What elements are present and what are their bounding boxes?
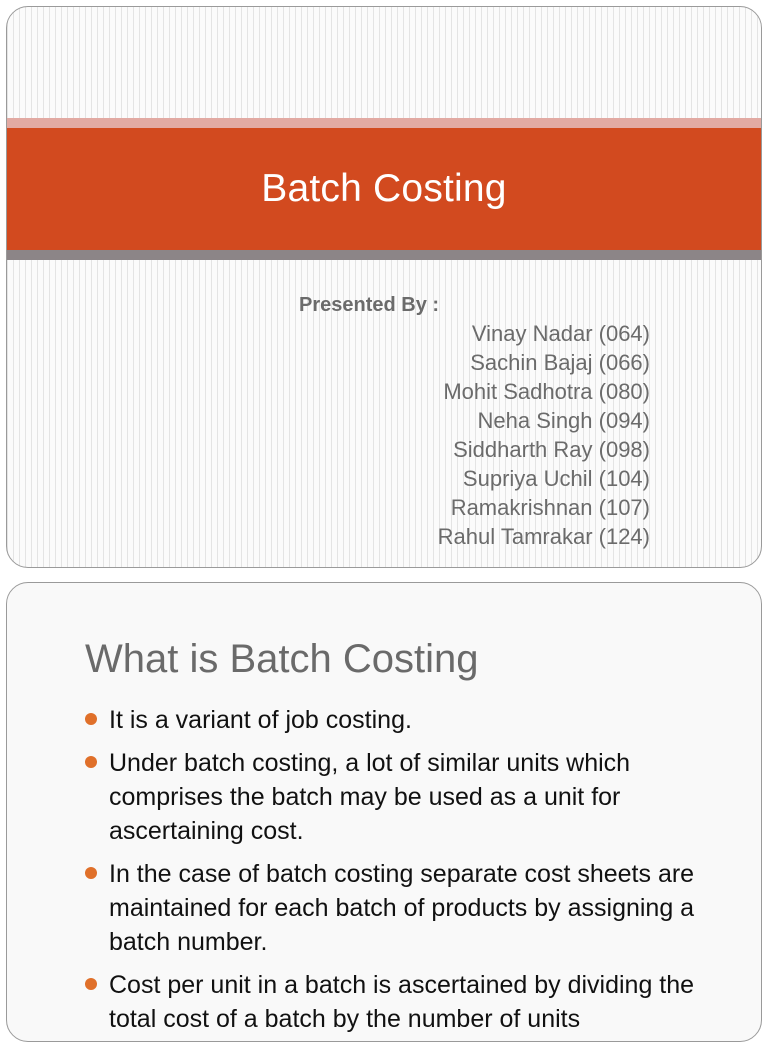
presenter-list xyxy=(438,319,650,551)
title-slide xyxy=(6,6,762,568)
presenter-item: Sachin Bajaj (066) xyxy=(470,350,650,375)
bullet-text: It is a variant of job costing. xyxy=(109,706,412,734)
presenter-item: Supriya Uchil (104) xyxy=(462,466,650,491)
bullet-text: Under batch costing, a lot of similar units which comprises the batch may be used as a unit for ascertaining cost. xyxy=(109,749,631,845)
bullet-item xyxy=(83,968,743,1036)
bullet-item xyxy=(83,746,743,848)
bullet-text: In the case of batch costing separate cost sheets are maintained for each batch of products by assigning a batch number. xyxy=(109,860,695,956)
presenter-item: Neha Singh (094) xyxy=(477,408,650,433)
bullet-dot-icon xyxy=(85,713,97,725)
bullet-item xyxy=(83,857,743,959)
presenter-item: Vinay Nadar (064) xyxy=(471,321,650,346)
slide-heading: What is Batch Costing xyxy=(85,637,479,681)
bullet-item xyxy=(83,703,743,737)
title-band xyxy=(7,128,761,250)
title-accent-top xyxy=(7,118,761,128)
slide-title: Batch Costing xyxy=(261,167,507,210)
presenter-item: Mohit Sadhotra (080) xyxy=(443,379,650,404)
bullet-dot-icon xyxy=(85,867,97,879)
presenter-item: Rahul Tamrakar (124) xyxy=(437,524,650,549)
bullet-text: Cost per unit in a batch is ascertained by dividing the total cost of a batch by the number of units xyxy=(109,971,695,1033)
content-slide xyxy=(6,582,762,1042)
bullet-list xyxy=(83,703,743,1042)
presenter-item: Ramakrishnan (107) xyxy=(450,495,650,520)
bullet-dot-icon xyxy=(85,756,97,768)
presenter-item: Siddharth Ray (098) xyxy=(453,437,650,462)
bullet-dot-icon xyxy=(85,978,97,990)
title-accent-bottom xyxy=(7,250,761,260)
presented-by-label: Presented By : xyxy=(299,294,440,316)
